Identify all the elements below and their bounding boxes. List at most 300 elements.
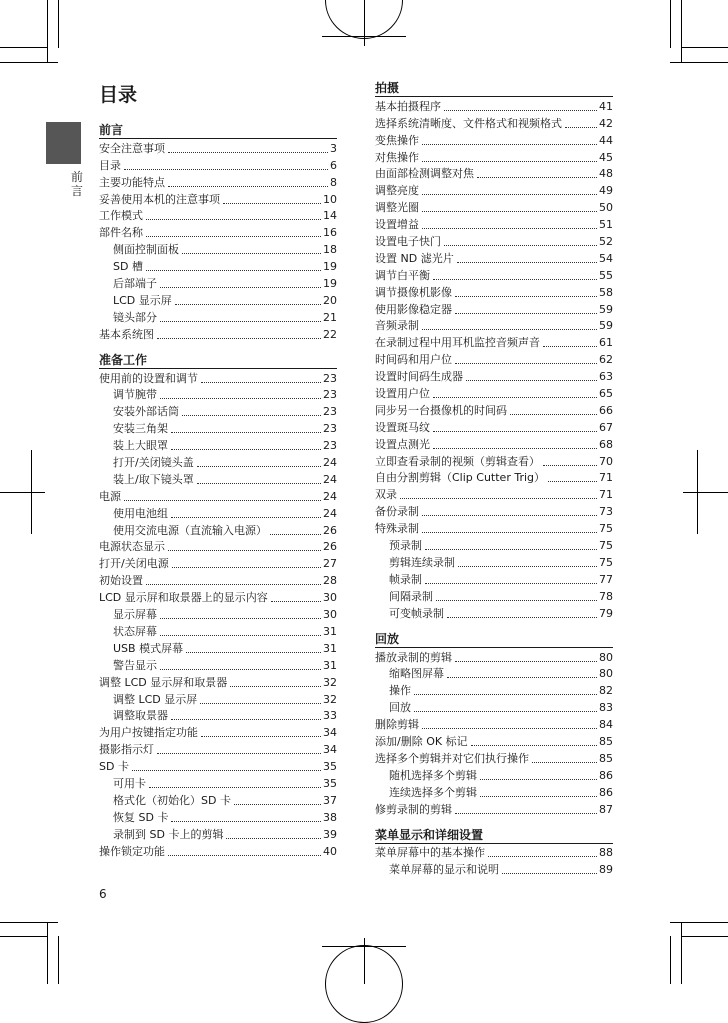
dot-leader [146, 219, 321, 220]
toc-entry-page: 35 [323, 760, 337, 774]
toc-entry-title: 自由分割剪辑（Clip Cutter Trig） [375, 471, 545, 485]
toc-entry-page: 38 [323, 810, 337, 824]
toc-entry-page: 51 [599, 218, 613, 232]
toc-entry-page: 67 [599, 420, 613, 434]
toc-entry[interactable] [375, 570, 613, 587]
toc-entry[interactable] [99, 673, 337, 690]
toc-entry-title: 打开/关闭镜头盖 [113, 456, 194, 470]
toc-entry[interactable] [99, 622, 337, 639]
toc-entry-page: 23 [323, 371, 337, 385]
toc-entry[interactable] [375, 766, 613, 783]
dot-leader [200, 703, 321, 704]
toc-entry-page: 58 [599, 285, 613, 299]
toc-entry-page: 32 [323, 692, 337, 706]
toc-entry-page: 65 [599, 387, 613, 401]
toc-entry-page: 75 [599, 522, 613, 536]
toc-entry[interactable] [375, 97, 613, 114]
dot-leader [455, 313, 597, 314]
toc-entry[interactable] [375, 350, 613, 367]
dot-leader [171, 449, 321, 450]
dot-leader [270, 534, 321, 535]
toc-entry[interactable] [375, 232, 613, 249]
dot-leader [160, 618, 321, 619]
toc-entry[interactable] [375, 384, 613, 401]
toc-entry[interactable] [99, 173, 337, 190]
dot-leader [124, 500, 321, 501]
toc-entry-title: 备份录制 [375, 505, 419, 519]
toc-entry[interactable] [99, 740, 337, 757]
toc-entry-title: 音频录制 [375, 319, 419, 333]
toc-entry-title: 安装三角架 [113, 422, 168, 436]
toc-entry[interactable] [99, 707, 337, 724]
toc-entry-title: 调整光圈 [375, 201, 419, 215]
dot-leader [175, 304, 321, 305]
toc-entry[interactable] [99, 325, 337, 342]
toc-entry[interactable] [375, 215, 613, 232]
toc-entry-title: 播放录制的剪辑 [375, 650, 452, 664]
toc-entry-title: 目录 [99, 158, 121, 172]
toc-entry[interactable] [375, 300, 613, 317]
toc-entry[interactable] [99, 774, 337, 791]
toc-entry[interactable] [99, 521, 337, 538]
dot-leader [146, 584, 321, 585]
dot-leader [422, 532, 597, 533]
toc-entry-title: 预录制 [389, 539, 422, 553]
toc-entry[interactable] [99, 723, 337, 740]
toc-entry-page: 87 [599, 802, 613, 816]
page-number: 6 [99, 887, 107, 901]
toc-entry-page: 23 [323, 388, 337, 402]
toc-entry-title: 使用交流电源（直流输入电源） [113, 523, 267, 537]
dot-leader [422, 194, 597, 195]
toc-entry[interactable] [99, 588, 337, 605]
toc-entry-title: 侧面控制面板 [113, 243, 179, 257]
dot-leader [548, 481, 597, 482]
toc-entry[interactable] [99, 223, 337, 240]
toc-entry[interactable] [375, 266, 613, 283]
toc-entry[interactable] [375, 587, 613, 604]
toc-entry[interactable] [99, 257, 337, 274]
toc-entry-title: 同步另一台摄像机的时间码 [375, 403, 507, 417]
toc-entry[interactable] [99, 308, 337, 325]
toc-entry-title: 操作锁定功能 [99, 844, 165, 858]
toc-entry-title: 由面部检测调整对焦 [375, 167, 474, 181]
crop-mark [0, 62, 58, 63]
toc-entry-title: 安装外部话筒 [113, 405, 179, 419]
toc-entry-title: 连续选择多个剪辑 [389, 785, 477, 799]
toc-entry-page: 70 [599, 454, 613, 468]
dot-leader [160, 669, 321, 670]
toc-entry[interactable] [99, 791, 337, 808]
toc-entry-title: 部件名称 [99, 226, 143, 240]
toc-entry[interactable] [375, 401, 613, 418]
toc-entry[interactable] [99, 402, 337, 419]
toc-entry[interactable] [375, 131, 613, 148]
toc-entry-title: LCD 显示屏和取景器上的显示内容 [99, 591, 268, 605]
toc-entry[interactable] [375, 604, 613, 621]
toc-right-column [375, 80, 613, 877]
toc-entry-page: 34 [323, 726, 337, 740]
dot-leader [146, 236, 321, 237]
toc-entry-list [99, 369, 337, 859]
crop-mark [47, 0, 48, 62]
dot-leader [425, 549, 597, 550]
toc-entry-page: 48 [599, 167, 613, 181]
toc-entry-title: 警告显示 [113, 658, 157, 672]
toc-entry-title: 菜单屏幕的显示和说明 [389, 863, 499, 877]
toc-entry-title: 使用影像稳定器 [375, 302, 452, 316]
crop-mark [0, 47, 47, 48]
toc-entry-title: 主要功能特点 [99, 175, 165, 189]
toc-entry-title: 间隔录制 [389, 589, 433, 603]
toc-entry-title: 设置 ND 滤光片 [375, 251, 454, 265]
toc-entry-title: 调节白平衡 [375, 268, 430, 282]
toc-entry-page: 52 [599, 235, 613, 249]
crop-mark [58, 936, 59, 984]
dot-leader [422, 728, 597, 729]
toc-entry[interactable] [99, 842, 337, 859]
toc-entry[interactable] [99, 571, 337, 588]
toc-entry[interactable] [99, 369, 337, 386]
toc-entry-title: 设置增益 [375, 218, 419, 232]
toc-entry-list [375, 648, 613, 817]
dot-leader [447, 617, 597, 618]
toc-entry-title: 装上大眼罩 [113, 439, 168, 453]
toc-entry-page: 31 [323, 641, 337, 655]
toc-entry-title: LCD 显示屏 [113, 293, 172, 307]
crop-mark [0, 936, 47, 937]
crop-mark [670, 62, 728, 63]
toc-entry-title: 恢复 SD 卡 [113, 810, 169, 824]
dot-leader [132, 770, 321, 771]
toc-entry-page: 24 [323, 506, 337, 520]
dot-leader [223, 203, 321, 204]
toc-entry-page: 80 [599, 650, 613, 664]
dot-leader [182, 253, 321, 254]
dot-leader [422, 515, 597, 516]
toc-entry-page: 41 [599, 99, 613, 113]
toc-entry-list [375, 844, 613, 878]
toc-entry-title: SD 槽 [113, 260, 143, 274]
dot-leader [146, 270, 321, 271]
dot-leader [457, 262, 597, 263]
dot-leader [157, 338, 321, 339]
toc-entry-title: 显示屏幕 [113, 608, 157, 622]
dot-leader [124, 169, 328, 170]
toc-entry-page: 16 [323, 226, 337, 240]
toc-entry[interactable] [375, 165, 613, 182]
toc-entry-title: 随机选择多个剪辑 [389, 768, 477, 782]
toc-entry-title: 摄影指示灯 [99, 743, 154, 757]
toc-entry-title: 操作 [389, 684, 411, 698]
toc-entry-title: 电源状态显示 [99, 540, 165, 554]
dot-leader [466, 380, 597, 381]
dot-leader [201, 736, 321, 737]
toc-entry-page: 33 [323, 709, 337, 723]
toc-entry[interactable] [99, 639, 337, 656]
toc-entry-page: 23 [323, 422, 337, 436]
dot-leader [433, 279, 597, 280]
dot-leader [565, 127, 597, 128]
toc-entry[interactable] [375, 553, 613, 570]
toc-entry-title: 使用前的设置和调节 [99, 371, 198, 385]
toc-entry-title: 选择多个剪辑并对它们执行操作 [375, 751, 529, 765]
toc-entry[interactable] [375, 800, 613, 817]
toc-entry-title: 调整 LCD 显示屏和取景器 [99, 675, 228, 689]
toc-entry-page: 85 [599, 751, 613, 765]
dot-leader [455, 363, 597, 364]
toc-entry-title: 设置电子快门 [375, 235, 441, 249]
toc-entry-page: 63 [599, 370, 613, 384]
toc-entry[interactable] [99, 808, 337, 825]
toc-entry-page: 35 [323, 776, 337, 790]
toc-entry-title: 调整取景器 [113, 709, 168, 723]
toc-entry-page: 24 [323, 489, 337, 503]
toc-entry[interactable] [375, 181, 613, 198]
toc-entry[interactable] [99, 605, 337, 622]
toc-entry-page: 54 [599, 251, 613, 265]
toc-entry-title: 设置点测光 [375, 437, 430, 451]
toc-entry-page: 66 [599, 403, 613, 417]
dot-leader [168, 855, 321, 856]
toc-entry[interactable] [375, 249, 613, 266]
registration-line [0, 492, 45, 493]
toc-entry[interactable] [375, 114, 613, 131]
toc-entry-page: 27 [323, 557, 337, 571]
toc-entry-title: 时间码和用户位 [375, 353, 452, 367]
dot-leader [182, 415, 321, 416]
registration-line [364, 0, 365, 46]
toc-entry-page: 23 [323, 439, 337, 453]
toc-entry-title: 状态屏幕 [113, 624, 157, 638]
toc-entry[interactable] [375, 435, 613, 452]
dot-leader [455, 661, 597, 662]
dot-leader [186, 652, 321, 653]
dot-leader [458, 566, 597, 567]
toc-entry[interactable] [375, 648, 613, 665]
toc-entry-title: 删除剪辑 [375, 718, 419, 732]
dot-leader [433, 397, 597, 398]
toc-entry[interactable] [99, 825, 337, 842]
dot-leader [171, 821, 321, 822]
toc-entry-page: 30 [323, 591, 337, 605]
dot-leader [480, 796, 597, 797]
toc-entry-page: 82 [599, 684, 613, 698]
toc-entry-page: 26 [323, 540, 337, 554]
toc-entry[interactable] [99, 156, 337, 173]
toc-entry-title: 剪辑连续录制 [389, 555, 455, 569]
toc-entry[interactable] [375, 317, 613, 334]
dot-leader [271, 601, 321, 602]
toc-entry-title: 装上/取下镜头罩 [113, 472, 194, 486]
toc-entry[interactable] [375, 749, 613, 766]
section-heading: 拍摄 [375, 80, 613, 97]
toc-entry[interactable] [375, 418, 613, 435]
toc-entry[interactable] [375, 148, 613, 165]
toc-entry[interactable] [375, 283, 613, 300]
toc-entry-title: 对焦操作 [375, 150, 419, 164]
toc-entry[interactable] [375, 715, 613, 732]
toc-entry-page: 59 [599, 302, 613, 316]
registration-line [322, 946, 406, 947]
toc-entry-title: 电源 [99, 489, 121, 503]
toc-entry[interactable] [99, 274, 337, 291]
toc-entry[interactable] [375, 665, 613, 682]
toc-entry-page: 73 [599, 505, 613, 519]
toc-entry-page: 14 [323, 209, 337, 223]
toc-entry-title: 工作模式 [99, 209, 143, 223]
registration-line [683, 492, 728, 493]
dot-leader [197, 483, 321, 484]
toc-entry-page: 24 [323, 472, 337, 486]
toc-entry-page: 20 [323, 293, 337, 307]
toc-entry[interactable] [99, 757, 337, 774]
toc-entry-page: 32 [323, 675, 337, 689]
toc-entry[interactable] [375, 367, 613, 384]
toc-entry-page: 26 [323, 523, 337, 537]
toc-entry[interactable] [99, 207, 337, 224]
toc-entry-title: 镜头部分 [113, 310, 157, 324]
toc-entry-title: 菜单屏幕中的基本操作 [375, 846, 485, 860]
toc-entry[interactable] [375, 452, 613, 469]
toc-entry[interactable] [375, 469, 613, 486]
toc-entry-title: 妥善使用本机的注意事项 [99, 192, 220, 206]
dot-leader [444, 245, 597, 246]
crop-mark [670, 922, 728, 923]
toc-entry-page: 30 [323, 608, 337, 622]
toc-entry-page: 19 [323, 277, 337, 291]
registration-line [322, 36, 406, 37]
toc-entry-page: 89 [599, 863, 613, 877]
toc-entry[interactable] [99, 419, 337, 436]
dot-leader [422, 161, 597, 162]
section-tab-marker [46, 122, 81, 164]
dot-leader [422, 228, 597, 229]
toc-entry[interactable] [99, 538, 337, 555]
toc-left-column [99, 122, 337, 859]
toc-entry-title: 选择系统清晰度、文件格式和视频格式 [375, 116, 562, 130]
dot-leader [168, 550, 321, 551]
toc-entry-title: 可用卡 [113, 776, 146, 790]
toc-entry-page: 50 [599, 201, 613, 215]
toc-entry[interactable] [375, 519, 613, 536]
toc-entry-page: 75 [599, 539, 613, 553]
toc-entry[interactable] [375, 860, 613, 877]
dot-leader [436, 600, 597, 601]
toc-entry[interactable] [99, 291, 337, 308]
toc-entry-title: 基本系统图 [99, 327, 154, 341]
toc-entry-title: 调整 LCD 显示屏 [113, 692, 198, 706]
toc-entry-page: 19 [323, 260, 337, 274]
dot-leader [444, 110, 597, 111]
toc-entry-title: 缩略图屏幕 [389, 667, 444, 681]
toc-entry[interactable] [375, 681, 613, 698]
dot-leader [422, 211, 597, 212]
dot-leader [425, 583, 597, 584]
toc-entry-page: 71 [599, 471, 613, 485]
toc-entry[interactable] [375, 732, 613, 749]
toc-entry[interactable] [99, 139, 337, 156]
toc-entry[interactable] [99, 504, 337, 521]
dot-leader [433, 431, 597, 432]
toc-entry-title: 设置用户位 [375, 387, 430, 401]
toc-entry-page: 6 [330, 158, 337, 172]
toc-entry[interactable] [99, 386, 337, 403]
toc-entry[interactable] [375, 198, 613, 215]
toc-entry-page: 71 [599, 488, 613, 502]
toc-entry-title: 调节腕带 [113, 388, 157, 402]
toc-entry-title: 格式化（初始化）SD 卡 [113, 793, 231, 807]
toc-entry-page: 8 [330, 175, 337, 189]
toc-entry-page: 62 [599, 353, 613, 367]
toc-entry[interactable] [375, 783, 613, 800]
section-heading: 菜单显示和详细设置 [375, 827, 613, 844]
toc-entry-list [99, 139, 337, 342]
toc-entry[interactable] [375, 485, 613, 502]
toc-entry-list [375, 97, 613, 621]
toc-entry-title: 帧录制 [389, 572, 422, 586]
dot-leader [171, 719, 321, 720]
toc-entry[interactable] [375, 536, 613, 553]
toc-entry-page: 40 [323, 844, 337, 858]
toc-entry[interactable] [99, 240, 337, 257]
dot-leader [502, 873, 597, 874]
dot-leader [171, 517, 321, 518]
crop-mark [681, 922, 682, 984]
dot-leader [480, 779, 597, 780]
toc-entry-page: 55 [599, 268, 613, 282]
toc-entry-title: 在录制过程中用耳机监控音频声音 [375, 336, 540, 350]
toc-entry-page: 79 [599, 606, 613, 620]
toc-entry[interactable] [99, 436, 337, 453]
section-heading: 准备工作 [99, 352, 337, 369]
dot-leader [149, 787, 321, 788]
toc-entry-page: 31 [323, 658, 337, 672]
dot-leader [234, 804, 321, 805]
toc-entry[interactable] [99, 487, 337, 504]
toc-entry[interactable] [99, 470, 337, 487]
dot-leader [400, 498, 597, 499]
toc-entry-page: 84 [599, 718, 613, 732]
toc-entry[interactable] [99, 690, 337, 707]
toc-entry[interactable] [99, 453, 337, 470]
dot-leader [201, 382, 321, 383]
dot-leader [414, 711, 597, 712]
dot-leader [422, 144, 597, 145]
registration-line [31, 450, 32, 534]
toc-entry-page: 68 [599, 437, 613, 451]
crop-mark [47, 922, 48, 984]
toc-entry-page: 85 [599, 734, 613, 748]
toc-entry[interactable] [375, 844, 613, 861]
toc-entry-page: 31 [323, 624, 337, 638]
toc-entry-title: 变焦操作 [375, 133, 419, 147]
toc-entry-title: 双录 [375, 488, 397, 502]
dot-leader [157, 753, 321, 754]
crop-mark [670, 0, 671, 48]
toc-entry-page: 3 [330, 141, 337, 155]
toc-entry[interactable] [99, 656, 337, 673]
side-tab-label: 前言 [70, 170, 83, 198]
toc-entry[interactable] [375, 502, 613, 519]
toc-entry[interactable] [375, 333, 613, 350]
toc-entry[interactable] [99, 554, 337, 571]
crop-mark [681, 0, 682, 62]
toc-entry[interactable] [375, 698, 613, 715]
toc-entry-title: 调节摄像机影像 [375, 285, 452, 299]
toc-entry[interactable] [99, 190, 337, 207]
toc-entry-title: USB 模式屏幕 [113, 641, 184, 655]
